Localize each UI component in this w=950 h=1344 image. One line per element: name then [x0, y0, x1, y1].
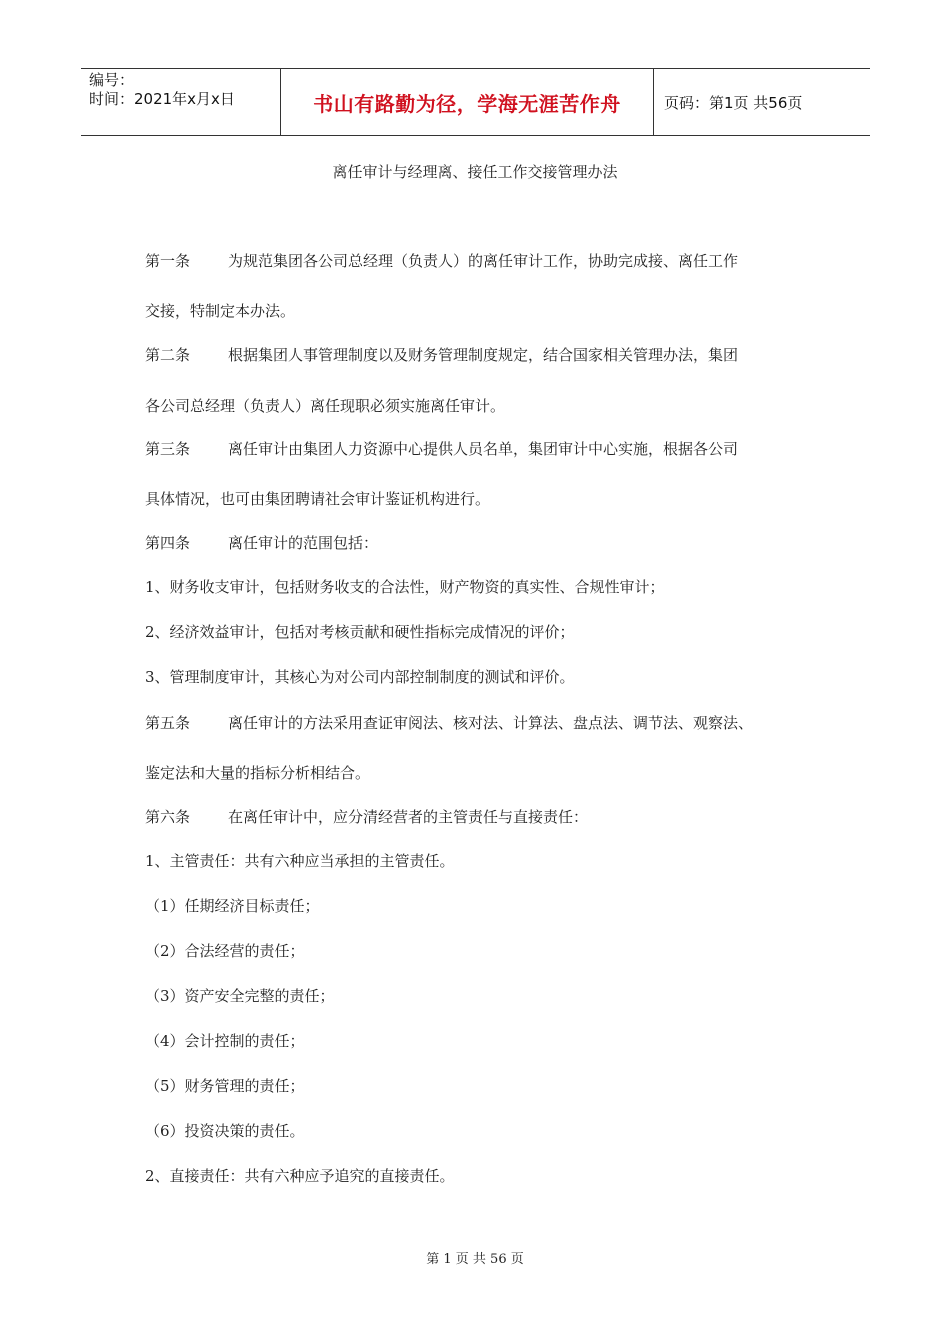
list-item: [145, 576, 665, 597]
article-2-paragraph: [145, 344, 738, 365]
article-label: 第六条: [145, 808, 191, 826]
article-4-paragraph: [145, 532, 378, 553]
header-motto: 书山有路勤为径，学海无涯苦作舟: [281, 69, 654, 135]
header-table: [81, 68, 870, 136]
article-label: 第三条: [145, 440, 191, 458]
paragraph-text: （5）财务管理的责任；: [145, 1077, 305, 1095]
list-item: [145, 1030, 305, 1051]
document-time-label: 时间：2021年x月x日: [89, 90, 235, 108]
paragraph-text: 在离任审计中，应分清经营者的主管责任与直接责任：: [228, 808, 589, 826]
paragraph-text: 离任审计由集团人力资源中心提供人员名单，集团审计中心实施，根据各公司: [228, 440, 739, 458]
paragraph-text: 离任审计的方法采用查证审阅法、核对法、计算法、盘点法、调节法、观察法、: [228, 714, 754, 732]
list-item: [145, 1165, 455, 1186]
paragraph-text: 离任审计的范围包括：: [228, 534, 379, 552]
header-meta-cell: [81, 69, 281, 135]
paragraph-text: （2）合法经营的责任；: [145, 942, 305, 960]
list-item: [145, 850, 455, 871]
document-title: 离任审计与经理离、接任工作交接管理办法: [332, 163, 618, 181]
article-label: 第四条: [145, 534, 191, 552]
paragraph-text: 为规范集团各公司总经理（负责人）的离任审计工作，协助完成接、离任工作: [228, 252, 739, 270]
paragraph: [145, 395, 505, 416]
article-3-paragraph: [145, 438, 738, 459]
paragraph-text: （4）会计控制的责任；: [145, 1032, 305, 1050]
header-page-info: 页码：第1页 共56页: [664, 93, 803, 112]
paragraph-text: 1、财务收支审计，包括财务收支的合法性，财产物资的真实性、合规性审计；: [145, 578, 665, 596]
paragraph-text: （6）投资决策的责任。: [145, 1122, 305, 1140]
paragraph-text: 各公司总经理（负责人）离任现职必须实施离任审计。: [145, 397, 506, 415]
article-6-paragraph: [145, 806, 588, 827]
paragraph: [145, 762, 370, 783]
article-label: 第二条: [145, 346, 191, 364]
list-item: [145, 985, 335, 1006]
list-item: [145, 621, 575, 642]
page-footer: 第 1 页 共 56 页: [426, 1252, 524, 1267]
list-item: [145, 666, 575, 687]
paragraph-text: 2、经济效益审计，包括对考核贡献和硬性指标完成情况的评价；: [145, 623, 575, 641]
paragraph: [145, 300, 295, 321]
paragraph-text: 2、直接责任：共有六种应予追究的直接责任。: [145, 1167, 455, 1185]
list-item: [145, 1075, 305, 1096]
paragraph-text: （3）资产安全完整的责任；: [145, 987, 335, 1005]
list-item: [145, 895, 320, 916]
list-item: [145, 940, 305, 961]
paragraph-text: （1）任期经济目标责任；: [145, 897, 320, 915]
article-label: 第五条: [145, 714, 191, 732]
document-number-label: 编号：: [89, 71, 135, 89]
article-1-paragraph: [145, 250, 738, 271]
paragraph-text: 3、管理制度审计，其核心为对公司内部控制制度的测试和评价。: [145, 668, 575, 686]
paragraph-text: 具体情况，也可由集团聘请社会审计鉴证机构进行。: [145, 490, 491, 508]
paragraph-text: 1、主管责任：共有六种应当承担的主管责任。: [145, 852, 455, 870]
article-label: 第一条: [145, 252, 191, 270]
paragraph-text: 鉴定法和大量的指标分析相结合。: [145, 764, 371, 782]
article-5-paragraph: [145, 712, 753, 733]
paragraph-text: 根据集团人事管理制度以及财务管理制度规定，结合国家相关管理办法，集团: [228, 346, 739, 364]
paragraph: [145, 488, 490, 509]
paragraph-text: 交接，特制定本办法。: [145, 302, 296, 320]
list-item: [145, 1120, 305, 1141]
